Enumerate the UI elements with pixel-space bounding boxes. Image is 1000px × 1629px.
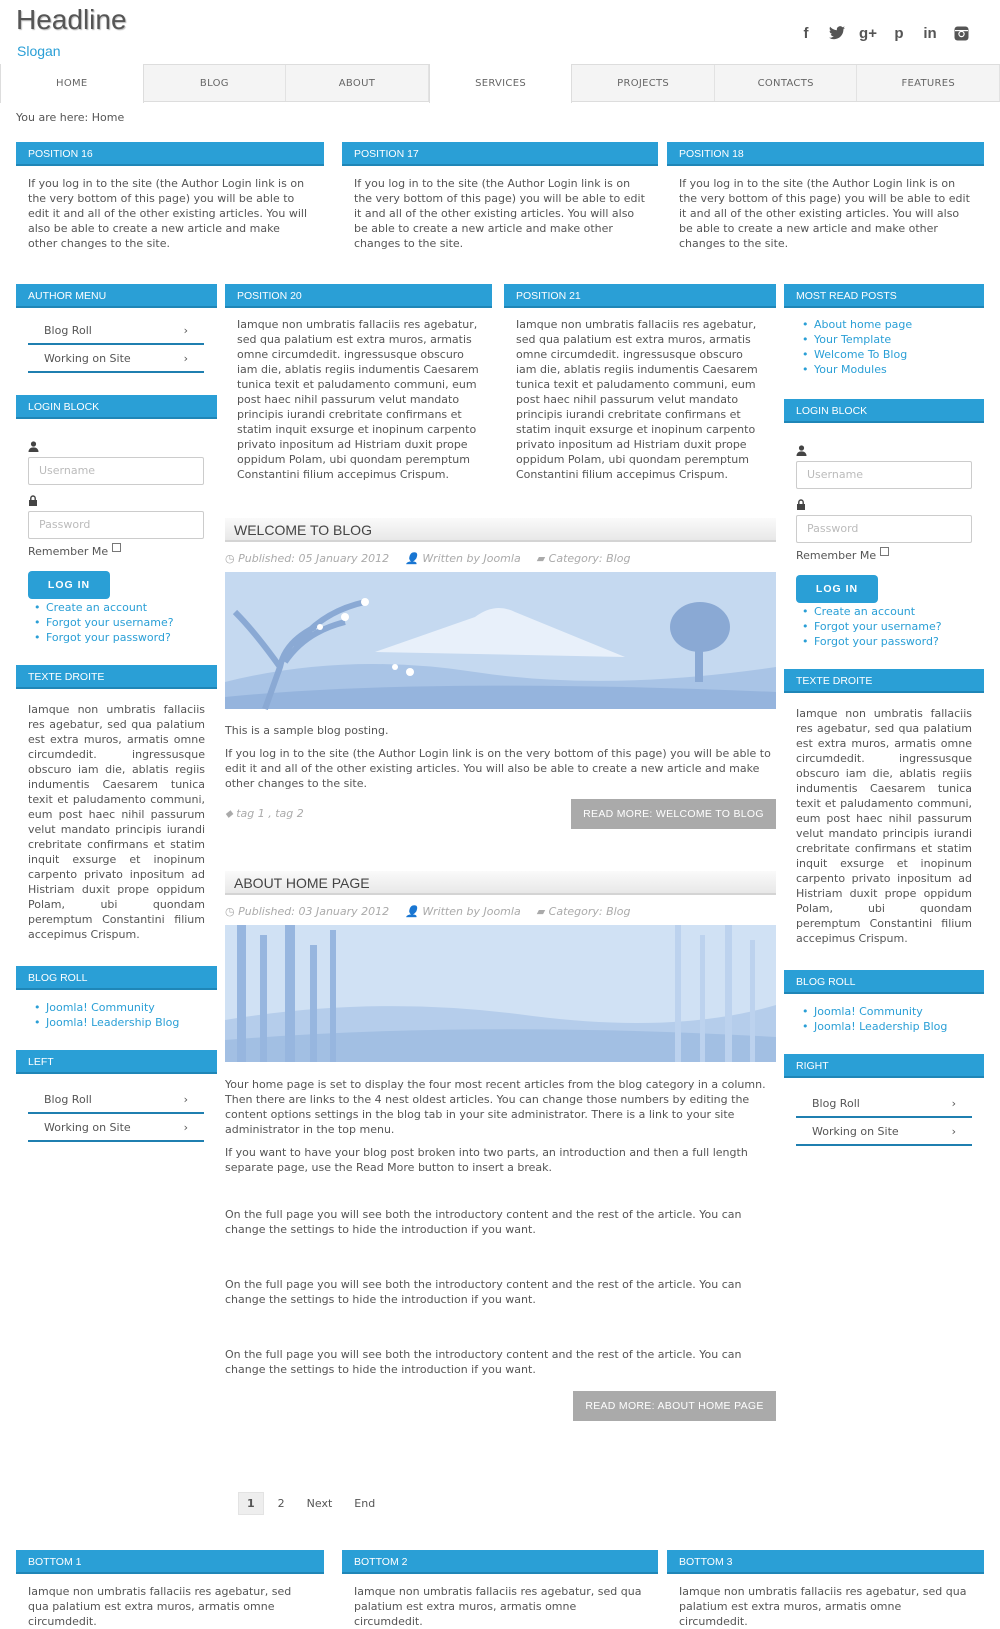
page-current[interactable]: 1 [238, 1492, 264, 1515]
module-text: If you log in to the site (the Author Login link is on the very bottom of this page) you will be able to edit it and all of the other existing articles. You will also be able to create a new article and make other changes to the site. [679, 177, 970, 250]
create-account-link[interactable]: • Create an account [796, 604, 984, 619]
login-block-title: LOGIN BLOCK [16, 395, 217, 419]
blog-roll-links [16, 1000, 217, 1030]
module-text: If you log in to the site (the Author Login link is on the very bottom of this page) you will be able to edit it and all of the other existing articles. You will also be able to create a new article and make other changes to the site. [354, 177, 645, 250]
instagram-icon[interactable] [952, 24, 970, 42]
tab-blog[interactable]: BLOG [144, 65, 287, 101]
bottom-1-module [16, 1550, 324, 1629]
pagination [238, 1492, 383, 1515]
article-meta [225, 905, 776, 918]
menu-item-label: Blog Roll [44, 1092, 92, 1106]
tab-home[interactable]: HOME [0, 64, 144, 103]
texte-droite-text: Iamque non umbratis fallaciis res agebatur, sed qua palatium est extra muros, armatis omne circumdedit. ingressusque obscuro iam die, ablatis regiis indumentis Caesarem tunica texit et paludamento communi, eum post haec nihil passurum velut mandato principis iurandi crebritate confirmans et statim inquit exsurge et inopinum carpento privato inpositum ad Histriam duxit prope oppidum Polam, ubi quondam peremptum Constantini filium accepimus Crispum. [28, 703, 205, 941]
most-read-title: MOST READ POSTS [784, 284, 984, 308]
menu-item-working-on-site[interactable] [28, 345, 204, 373]
right-menu [796, 1090, 972, 1146]
published-text: Published: 03 January 2012 [238, 905, 390, 918]
tab-features[interactable]: FEATURES [857, 65, 1000, 101]
remember-me [28, 545, 217, 558]
pinterest-icon[interactable]: p [894, 24, 904, 42]
published-date: ◷ Published: 05 January 2012 [225, 552, 390, 565]
article-intro: Your home page is set to display the four most recent articles from the blog category in a column. Then there are links to the 4 nest oldest articles. You can change those numbers by editing the content options settings in the blog tab in your site administrator. There is a link to your site administrator in the top menu. [225, 1078, 766, 1136]
module-title: BOTTOM 1 [16, 1550, 324, 1574]
chevron-right-icon: › [183, 323, 188, 337]
lock-icon [796, 499, 984, 515]
chevron-right-icon: › [951, 1096, 956, 1110]
joomla-leadership-link[interactable]: • Joomla! Leadership Blog [796, 1019, 984, 1034]
joomla-leadership-link[interactable]: • Joomla! Leadership Blog [28, 1015, 217, 1030]
module-title: POSITION 18 [667, 142, 984, 166]
remember-checkbox[interactable] [112, 543, 121, 552]
module-title: POSITION 21 [504, 284, 776, 308]
menu-item-working-on-site[interactable] [796, 1118, 972, 1146]
author: 👤 Written by Joomla [405, 905, 521, 918]
linkedin-icon[interactable]: in [923, 24, 937, 42]
published-date: ◷ Published: 03 January 2012 [225, 905, 390, 918]
article-image [225, 925, 776, 1065]
login-form [16, 441, 217, 645]
login-button[interactable]: LOG IN [28, 571, 110, 599]
module-text: If you log in to the site (the Author Login link is on the very bottom of this page) you will be able to edit it and all of the other existing articles. You will also be able to create a new article and make other changes to the site. [28, 177, 308, 250]
menu-item-working-on-site[interactable] [28, 1114, 204, 1142]
password-input[interactable]: Password [796, 515, 972, 543]
article-intro: This is a sample blog posting. [225, 724, 389, 737]
tab-contacts[interactable]: CONTACTS [715, 65, 858, 101]
blog-roll-links [784, 1004, 984, 1034]
article-paragraph: If you want to have your blog post broken into two parts, an introduction and then a full length separate page, use the Read More button to insert a break. [225, 1146, 748, 1174]
most-read-link[interactable]: • Welcome To Blog [796, 347, 984, 362]
article-title[interactable]: ABOUT HOME PAGE [225, 871, 776, 895]
create-account-link[interactable]: • Create an account [28, 600, 217, 615]
category: ▰ Category: Blog [536, 552, 631, 565]
position-16-module [16, 142, 324, 251]
forgot-password-link[interactable]: • Forgot your password? [796, 634, 984, 649]
most-read-link[interactable]: • Your Template [796, 332, 984, 347]
user-icon [28, 441, 217, 457]
next-link[interactable]: Next [306, 1497, 333, 1510]
author-menu [28, 317, 204, 373]
module-text: Iamque non umbratis fallaciis res agebatur, sed qua palatium est extra muros, armatis omne circumdedit. [28, 1585, 292, 1628]
author: 👤 Written by Joomla [405, 552, 521, 565]
author-text: Written by Joomla [422, 552, 521, 565]
article-about-home-page [225, 871, 776, 1421]
most-read-link[interactable]: • About home page [796, 317, 984, 332]
module-title: POSITION 17 [342, 142, 658, 166]
right-menu-title: RIGHT [784, 1054, 984, 1078]
menu-item-blog-roll[interactable] [28, 1086, 204, 1114]
remember-checkbox[interactable] [880, 547, 889, 556]
password-input[interactable]: Password [28, 511, 204, 539]
menu-item-label: Blog Roll [812, 1096, 860, 1110]
login-links [796, 604, 984, 649]
article-paragraph: On the full page you will see both the introductory content and the rest of the article. You can change the settings to hide the introduction if you want. [225, 1208, 742, 1236]
menu-item-label: Blog Roll [44, 323, 92, 337]
joomla-community-link[interactable]: • Joomla! Community [796, 1004, 984, 1019]
article-paragraph: On the full page you will see both the introductory content and the rest of the article. You can change the settings to hide the introduction if you want. [225, 1348, 742, 1376]
chevron-right-icon: › [183, 1092, 188, 1106]
category-text: Category: Blog [548, 552, 631, 565]
tab-services[interactable]: SERVICES [429, 64, 573, 103]
position-20-module [225, 284, 492, 482]
bottom-3-module [667, 1550, 984, 1629]
article-footer [225, 799, 776, 829]
left-menu [28, 1086, 204, 1142]
category-text: Category: Blog [548, 905, 631, 918]
menu-item-label: Working on Site [812, 1124, 899, 1138]
article-tags: ⬥ tag 1 , tag 2 [225, 807, 304, 820]
most-read-links [784, 317, 984, 377]
module-text: Iamque non umbratis fallaciis res agebatur, sed qua palatium est extra muros, armatis omne circumdedit. [354, 1585, 642, 1628]
lock-icon [28, 495, 217, 511]
chevron-right-icon: › [183, 1120, 188, 1134]
forgot-username-link[interactable]: • Forgot your username? [796, 619, 984, 634]
joomla-community-link[interactable]: • Joomla! Community [28, 1000, 217, 1015]
module-title: POSITION 20 [225, 284, 492, 308]
author-text: Written by Joomla [422, 905, 521, 918]
author-menu-title: AUTHOR MENU [16, 284, 217, 308]
article-title[interactable]: WELCOME TO BLOG [225, 518, 776, 542]
position-18-module [667, 142, 984, 251]
tags-text[interactable]: tag 1 , tag 2 [236, 807, 304, 820]
texte-droite-text: Iamque non umbratis fallaciis res agebatur, sed qua palatium est extra muros, armatis omne circumdedit. ingressusque obscuro iam die, ablatis regiis indumentis Caesarem tunica texit et paludamento communi, eum post haec nihil passurum velut mandato principis iurandi crebritate confirmans et statim inquit exsurge et inopinum carpento privato inpositum ad Histriam duxit prope oppidum Polam, ubi quondam peremptum Constantini filium accepimus Crispum. [796, 707, 972, 945]
position-21-module [504, 284, 776, 482]
tab-projects[interactable]: PROJECTS [572, 65, 715, 101]
page-2-link[interactable]: 2 [277, 1497, 285, 1510]
login-form [784, 445, 984, 649]
login-block-title: LOGIN BLOCK [784, 399, 984, 423]
blog-roll-title: BLOG ROLL [16, 966, 217, 990]
menu-item-label: Working on Site [44, 1120, 131, 1134]
remember-label: Remember Me [28, 545, 109, 558]
article-paragraph: On the full page you will see both the introductory content and the rest of the article. You can change the settings to hide the introduction if you want. [225, 1278, 742, 1306]
module-title: BOTTOM 2 [342, 1550, 658, 1574]
menu-item-blog-roll[interactable] [796, 1090, 972, 1118]
main-nav [0, 64, 1000, 102]
chevron-right-icon: › [951, 1124, 956, 1138]
breadcrumb: You are here: Home [16, 111, 125, 124]
texte-droite-title: TEXTE DROITE [784, 669, 984, 693]
module-text: Iamque non umbratis fallaciis res agebatur, sed qua palatium est extra muros, armatis omne circumdedit. [679, 1585, 967, 1628]
site-headline: Headline [16, 4, 127, 35]
google-plus-icon[interactable]: g+ [859, 24, 877, 42]
read-more-button[interactable]: READ MORE: WELCOME TO BLOG [571, 799, 776, 829]
twitter-icon[interactable] [828, 24, 846, 42]
login-button[interactable]: LOG IN [796, 575, 878, 603]
read-more-button[interactable]: READ MORE: ABOUT HOME PAGE [573, 1391, 776, 1421]
article-footer [225, 1391, 776, 1421]
username-input[interactable]: Username [796, 461, 972, 489]
forgot-username-link[interactable]: • Forgot your username? [28, 615, 217, 630]
blog-roll-title: BLOG ROLL [784, 970, 984, 994]
module-title: POSITION 16 [16, 142, 324, 166]
article-meta [225, 552, 776, 565]
left-column [16, 284, 217, 1142]
module-text: Iamque non umbratis fallaciis res agebatur, sed qua palatium est extra muros, armatis omne circumdedit. ingressusque obscuro iam die, ablatis regiis indumentis Caesarem tunica texit et paludamento communi, eum post haec nihil passurum velut mandato principis iurandi crebritate confirmans et statim inquit exsurge et inopinum carpento privato inpositum ad Histriam duxit prope oppidum Polam, ubi quondam peremptum Constantini filium accepimus Crispum. [237, 318, 479, 481]
bottom-2-module [342, 1550, 658, 1629]
forgot-password-link[interactable]: • Forgot your password? [28, 630, 217, 645]
chevron-right-icon: › [183, 351, 188, 365]
end-link[interactable]: End [354, 1497, 376, 1510]
module-title: BOTTOM 3 [667, 1550, 984, 1574]
published-text: Published: 05 January 2012 [238, 552, 390, 565]
facebook-icon[interactable]: f [803, 24, 809, 42]
left-menu-title: LEFT [16, 1050, 217, 1074]
article-image [225, 572, 776, 712]
login-links [28, 600, 217, 645]
tab-about[interactable]: ABOUT [286, 65, 429, 101]
site-slogan: Slogan [17, 43, 61, 59]
category: ▰ Category: Blog [536, 905, 631, 918]
article-body: If you log in to the site (the Author Login link is on the very bottom of this page) you will be able to edit it and all of the other existing articles. You will also be able to create a new article and make other changes to the site. [225, 747, 771, 790]
remember-me [796, 549, 984, 562]
most-read-link[interactable]: • Your Modules [796, 362, 984, 377]
user-icon [796, 445, 984, 461]
position-17-module [342, 142, 658, 251]
right-column [784, 284, 984, 1146]
social-links [797, 24, 970, 42]
menu-item-blog-roll[interactable] [28, 317, 204, 345]
remember-label: Remember Me [796, 549, 877, 562]
article-welcome-to-blog [225, 518, 776, 829]
menu-item-label: Working on Site [44, 351, 131, 365]
username-input[interactable]: Username [28, 457, 204, 485]
texte-droite-title: TEXTE DROITE [16, 665, 217, 689]
module-text: Iamque non umbratis fallaciis res agebatur, sed qua palatium est extra muros, armatis omne circumdedit. ingressusque obscuro iam die, ablatis regiis indumentis Caesarem tunica texit et paludamento communi, eum post haec nihil passurum velut mandato principis iurandi crebritate confirmans et statim inquit exsurge et inopinum carpento privato inpositum ad Histriam duxit prope oppidum Polam, ubi quondam peremptum Constantini filium accepimus Crispum. [516, 318, 758, 481]
